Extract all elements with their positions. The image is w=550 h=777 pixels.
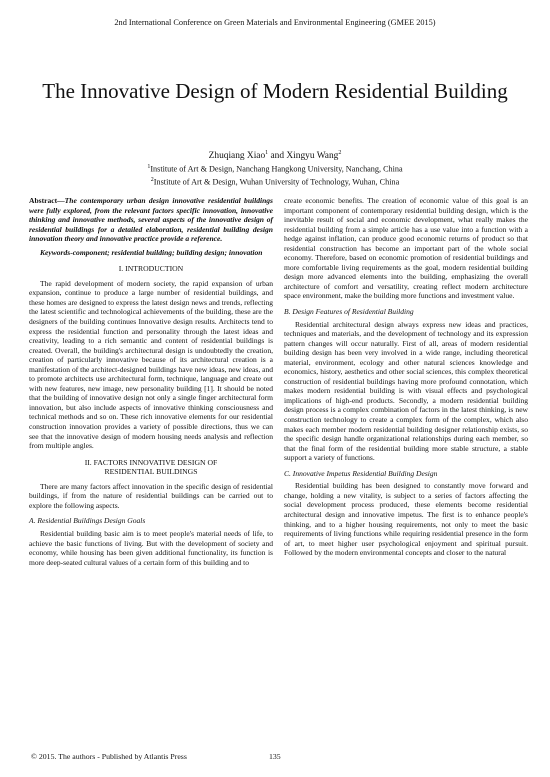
- page-number: 135: [269, 752, 281, 761]
- subsection-heading-goals: A. Residential Buildings Design Goals: [29, 516, 146, 526]
- intro-paragraph: The rapid development of modern society, the rapid expansion of urban expansion, continue to produce a large number of residential buildings, and these homes are designed to express the latest design news and trends, reflecting the latest scientific and technological achievements of the building, these are the designers of the building continues Innovative design results. Architects tend to express the residential function and personality through the latest ideas and creativity, leading to a rich semantic and content of residential buildings is created. Overall, the building's architectural design is undoubtedly the creation, creation of particularly innovative because of its architectural creation is a manifestation of the architect-designed buildings have new ideas, new ideas, and to promote architects use architectural form, technique, language and create out with new features, new image, new personality building [1]. It should be noted that the building of innovative design not only a single finger architectural form innovation, but also include aspects of innovative thinking consciousness and technical methods and so on. These rich innovative elements for our residential construction innovation provides a variety of possible directions, thus we can see that the innovative design of modern housing needs analysis and reflection from multiple angles.: [29, 278, 273, 451]
- features-paragraph: Residential architectural design always express new ideas and practices, techniques and materials, and the development of technology and its expression pattern changes will occur naturally. First of all, areas of modern residential building design has been very involved in a wide range, including theoretical material, environment, ecology and other natural sciences knowledge and economics, history, aesthetics and other social sciences, this complex theoretical construction of residential buildings having more profound connotation, which makes modern residential building is with visual effects and psychological implications of high-end products. Secondly, a modern residential building design process is a complex combination of factors in the latest thinking, is new construction technology to create a complex form of the complex, which also makes each member modern residential building designer relationship exists, so the specific design handle organizational relationships during each member, so that the final form of the residential building more stable structure, a stable support a variety of functions.: [284, 319, 528, 463]
- factors-paragraph: There are many factors affect innovation in the specific design of residential buildings, if from the nature of residential buildings can be carried out to explore the following aspects.: [29, 481, 273, 510]
- right-column: [284, 196, 528, 558]
- author-2-sup: 2: [338, 150, 342, 156]
- abstract: [29, 196, 273, 244]
- affiliation-1: [0, 162, 550, 175]
- affiliation-1-sup: 1: [147, 164, 151, 171]
- subsection-heading-impetus: C. Innovative Impetus Residential Building Design: [284, 468, 438, 478]
- author-1-sup: 1: [265, 150, 269, 156]
- keywords: Keywords-component; residential building; building design; innovation: [40, 247, 263, 257]
- goals-paragraph: Residential building basic aim is to meet people's material needs of life, to achieve the basic functions of living. But with the development of society and economy, while housing has been given additional functionality, its function is more deep-seated cultural values of a certain form of this building and to: [29, 528, 273, 567]
- abstract-text: The contemporary urban design innovative residential buildings were fully explored, from the relevant factors specific innovation, innovative thinking and innovative methods, several aspects of the innovative design of residential buildings for a detailed elaboration, residential building design innovation theory and innovative practice provide a reference.: [29, 196, 273, 244]
- section-heading-factors-line2: RESIDENTIAL BUILDINGS: [104, 467, 198, 477]
- subsection-heading-features: B. Design Features of Residential Building: [284, 307, 414, 317]
- author-2: Xingyu Wang: [286, 151, 339, 162]
- copyright-footer: © 2015. The authors - Published by Atlantis Press: [31, 752, 187, 761]
- section-heading-factors: [29, 458, 273, 477]
- abstract-label: Abstract—: [29, 196, 65, 205]
- affiliation-1-text: Institute of Art & Design, Nanchang Hangkong University, Nanchang, China: [150, 164, 403, 174]
- author-1: Zhuqiang Xiao: [208, 151, 266, 162]
- continued-paragraph: create economic benefits. The creation of economic value of this goal is an important component of contemporary residential building design, which is the inevitable result of social and economic development, what really makes the residential building from a simple article has a use value into a function with a hedge against inflation, can produce good economic returns of product so that residential construction has become an important part of the whole social economy. Therefore, based on economic promotion of residential buildings and more comfortable living requirements as the goal, modern residential building design more advanced elements into the building, emphasizing the overall architecture of comfort and versatility, creating reflect modern architecture space environment, make the building more functions and investment value.: [284, 196, 528, 301]
- author-names: [0, 147, 550, 162]
- author-and: and: [268, 151, 287, 162]
- conference-header: 2nd International Conference on Green Materials and Environmental Engineering (GMEE 2015): [114, 18, 436, 27]
- section-heading-factors-line1: II. FACTORS INNOVATIVE DESIGN OF: [84, 457, 218, 467]
- affiliation-2: [0, 175, 550, 188]
- author-block: [0, 147, 550, 188]
- affiliation-2-text: Institute of Art & Design, Wuhan University of Technology, Wuhan, China: [153, 177, 400, 187]
- affiliation-2-sup: 2: [150, 176, 154, 183]
- paper-title: The Innovative Design of Modern Residential Building: [42, 79, 508, 103]
- left-column: [29, 196, 273, 567]
- impetus-paragraph: Residential building has been designed to constantly move forward and change, holding a new vitality, is subject to a series of factors affecting the social development process produced, these elements become residential architectural design and innovative impetus. The first is to enhance people's thinking, and to a higher housing requirements, not only to meet the basic requirements of living functions while requiring residential presence in the form of art, to meet higher user psychological enjoyment and spiritual pursuit. Followed by the modern environmental concepts and closer to the natural: [284, 481, 528, 558]
- section-heading-introduction: I. INTRODUCTION: [118, 264, 184, 274]
